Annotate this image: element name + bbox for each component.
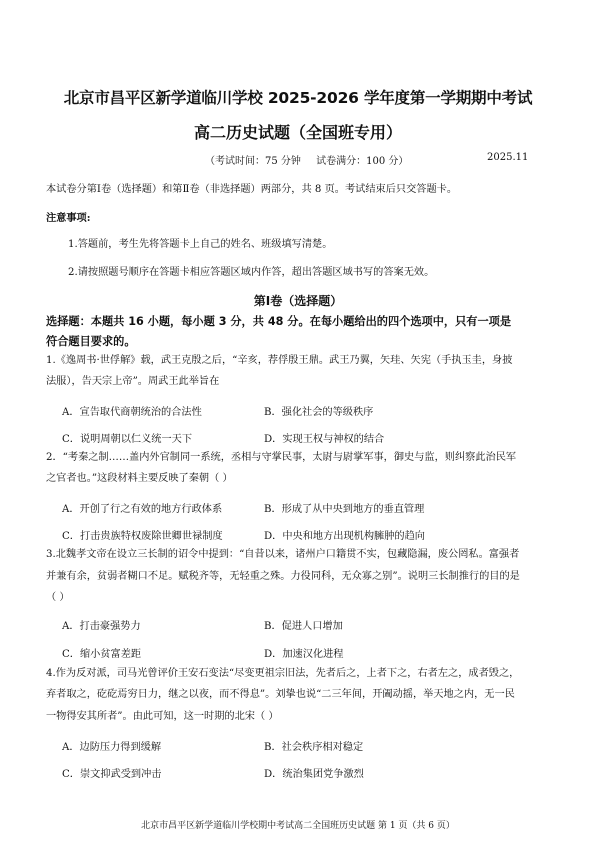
question-4-option-c: C．崇文抑武受到冲击: [62, 769, 162, 780]
question-4-option-b: B．社会秩序相对稳定: [264, 742, 364, 753]
exam-score: 试卷满分：100 分）: [316, 156, 409, 167]
page-footer: 北京市昌平区新学道临川学校期中考试高二全国班历史试题 第 1 页（共 6 页）: [141, 821, 455, 831]
question-4-option-d: D．统治集团党争激烈: [264, 769, 364, 780]
question-2-line-1: 2．“考秦之制……盖内外官制同一系统，丞相与守掌民事，太尉与尉掌军事，御史与监，则纠察此治民军: [46, 452, 517, 463]
question-2-line-2: 之官者也。”这段材料主要反映了秦朝（ ）: [46, 473, 233, 484]
question-1-option-d: D．实现王权与神权的结合: [264, 434, 385, 445]
notes-title: 注意事项:: [46, 212, 91, 224]
question-4-line-1: 4.作为反对派，司马光曾评价王安石变法“尽变更祖宗旧法，先者后之，上者下之，右者左之，成者毁之，: [46, 668, 520, 679]
intro-line: 本试卷分第Ⅰ卷（选择题）和第Ⅱ卷（非选择题）两部分，共 8 页。考试结束后只交答题卡。: [46, 184, 458, 195]
note-2: 2.请按照题号顺序在答题卡相应答题区域内作答，超出答题区域书写的答案无效。: [68, 267, 435, 278]
section-instruction-line2: 符合题目要求的。: [46, 335, 136, 348]
question-4-option-a: A．边防压力得到缓解: [62, 742, 162, 753]
question-3-option-a: A．打击豪强势力: [62, 621, 141, 632]
question-2-option-a: A．开创了行之有效的地方行政体系: [62, 504, 223, 515]
question-3-option-c: C．缩小贫富差距: [62, 649, 142, 660]
exam-title-line1: 北京市昌平区新学道临川学校 2025-2026 学年度第一学期期中考试: [63, 89, 533, 107]
question-1-line-2: 法服），告天宗上帝”。周武王此举旨在: [46, 376, 220, 387]
question-3-line-2: 并兼有余，贫弱者糊口不足。赋税齐等，无轻重之殊。力役同科，无众寡之别”。说明三长制推行的目的是: [46, 571, 520, 582]
question-2-option-d: D．中央和地方出现机构臃肿的趋向: [264, 531, 425, 542]
question-2-option-c: C．打击贵族特权废除世卿世禄制度: [62, 531, 223, 542]
section-title: 第Ⅰ卷（选择题）: [253, 294, 343, 308]
question-2-option-b: B．形成了从中央到地方的垂直管理: [264, 504, 425, 515]
exam-info: [205, 152, 420, 167]
exam-title-line2: 高二历史试题（全国班专用）: [193, 123, 402, 142]
note-1: 1.答题前，考生先将答题卡上自己的姓名、班级填写清楚。: [68, 239, 333, 250]
exam-time: （考试时间：75 分钟: [205, 156, 301, 167]
question-1-line-1: 1.《逸周书·世俘解》载，武王克殷之后，“辛亥，荐俘殷王鼎。武王乃翼，矢珪、矢宪（手执玉圭，身披: [46, 355, 513, 366]
question-3-option-b: B．促进人口增加: [264, 621, 343, 632]
question-1-option-a: A．宣告取代商朝统治的合法性: [62, 407, 202, 418]
question-1-option-c: C．说明周朝以仁义统一天下: [62, 434, 193, 445]
question-3-line-1: 3.北魏孝文帝在设立三长制的诏令中提到：“自昔以来，诸州户口籍贯不实，包藏隐漏，废公罔私。富强者: [46, 549, 520, 560]
question-1-option-b: B．强化社会的等级秩序: [264, 407, 374, 418]
section-instruction-line1: 选择题：本题共 16 小题，每小题 3 分，共 48 分。在每小题给出的四个选项中，只有一项是: [46, 315, 512, 328]
question-4-line-3: 一物得安其所者”。由此可知，这一时期的北宋（ ）: [46, 711, 279, 722]
exam-date: 2025.11: [487, 152, 529, 163]
question-3-line-3: （ ）: [46, 592, 70, 603]
question-4-line-2: 弃者取之，矻矻焉穷日力，继之以夜，而不得息”。刘挚也说“二三年间，开阖动摇，举天地之内，无一民: [46, 689, 515, 700]
question-3-option-d: D．加速汉化进程: [264, 649, 344, 660]
